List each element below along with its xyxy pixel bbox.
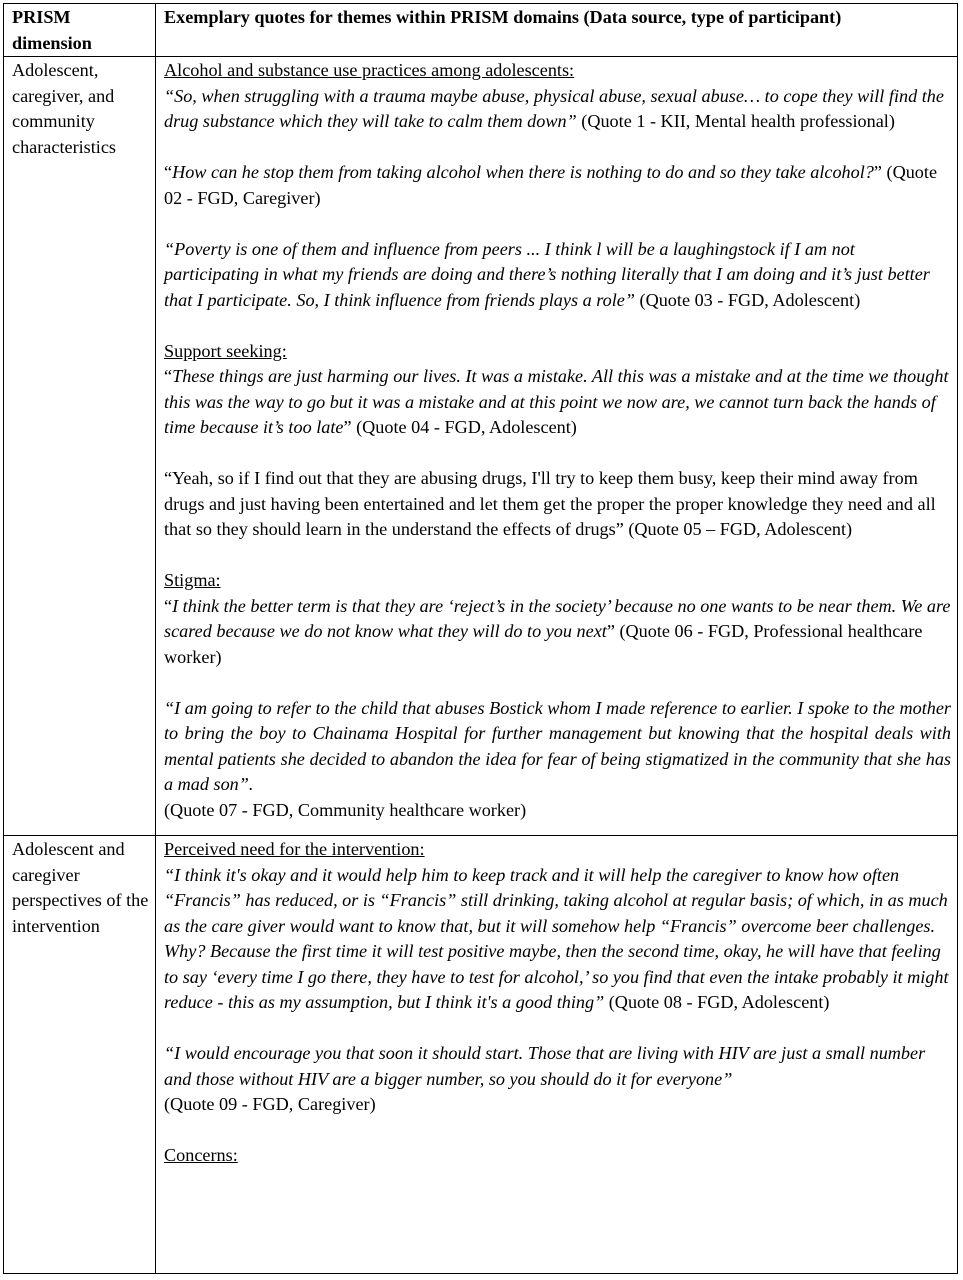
quote-open-mark: “ [164,595,173,616]
quote-source: (Quote 03 - FGD, Adolescent) [634,289,861,310]
theme-title: Perceived need for the intervention: [164,839,425,859]
theme-title: Support seeking: [164,340,287,361]
quote-text: These things are just harming our lives. It was a mistake. All this was a mistake and at the time we thought this was the way to go but it was a mistake and at this point we now are, we cannot turn back the hands of time because it’s too late [164,366,949,437]
quote-open-mark: “ [164,162,173,182]
quote [164,364,951,441]
quote-text: “So, when struggling with a trauma maybe abuse, physical abuse, sexual abuse… to cope they will find the drug substance which they will take to calm them down” [164,85,944,131]
quote-source: (Quote 08 - FGD, Adolescent) [604,992,830,1012]
quote [164,84,951,135]
quote-text: “I am going to refer to the child that abuses Bostick whom I made reference to earlier. I spoke to the mother to bring the boy to Chainama Hospital for further management but knowing that the hospital deals with mental patients she decided to abandon the idea for fear of being stigmatized in the community that she has a mad son”. [164,697,951,794]
quote-source: ” (Quote 06 - FGD, Professional healthcare worker) [164,621,923,667]
quote [164,160,951,211]
dimension-column-header: PRISM dimension [4,4,156,57]
theme-block [164,339,951,543]
quotes-cell [156,57,958,836]
quote [164,237,951,314]
quote-text: “I think it's okay and it would help him to keep track and it will help the caregiver to know how often “Francis” has reduced, or is “Francis” still drinking, taking alcohol at regular basis; of which, in as much as the care giver would want to know that, but it will somehow help “Francis” overcome beer challenges. Why? Because the first time it will test positive maybe, then the second time, okay, he will have that feeling to say ‘every time I go there, they have to test for alcohol,’ so you find that even the intake probably it might reduce - this as my assumption, but I think it's a good thing” [164,864,949,1012]
theme-block [164,1143,951,1169]
prism-dimension-cell: Adolescent and caregiver perspectives of the intervention [4,836,156,1274]
quote: “Yeah, so if I find out that they are abusing drugs, I'll try to keep them busy, keep their mind away from drugs and just having been entertained and let them get the proper the proper knowledge they need and all that so they should learn in the understand the effects of drugs” (Quote 05 – FGD, Adolescent) [164,468,936,539]
quote-text: How can he stop them from taking alcohol when there is nothing to do and so they take alcohol? [172,162,874,182]
table-header-row [4,4,958,57]
prism-dimension-cell: Adolescent, caregiver, and community characteristics [4,57,156,836]
theme-block [164,568,951,823]
table-row [4,836,958,1274]
quote-source: ” (Quote 02 - FGD, Caregiver) [164,162,938,208]
quote [164,594,951,671]
quote-text: “I would encourage you that soon it should start. Those that are living with HIV are just a small number and those without HIV are a bigger number, so you should do it for everyone” [164,1043,926,1089]
quotes-cell [156,836,958,1274]
quote [164,863,951,1016]
quote-source: (Quote 07 - FGD, Community healthcare worker) [164,799,527,820]
theme-title: Stigma: [164,570,221,590]
quote-source: (Quote 09 - FGD, Caregiver) [164,1094,376,1114]
theme-block [164,58,951,313]
quote-source: ” (Quote 04 - FGD, Adolescent) [343,417,577,437]
quotes-column-header: Exemplary quotes for themes within PRISM domains (Data source, type of participant) [156,4,958,57]
table-row [4,57,958,836]
theme-title: Concerns: [164,1145,238,1165]
quote-open-mark: “ [164,366,173,386]
quote [164,696,951,824]
quote-text: “Poverty is one of them and influence from peers ... I think l will be a laughingstock if I am not participating in what my friends are doing and there’s nothing literally that I am doing and it’s just better that I participate. So, I think influence from friends plays a role” [164,238,930,310]
quote-source: (Quote 1 - KII, Mental health professional) [576,111,895,131]
theme-title: Alcohol and substance use practices among adolescents: [164,60,575,80]
theme-block [164,837,951,1118]
quote [164,1041,951,1118]
prism-quotes-table [3,3,958,1274]
quote-text: I think the better term is that they are ‘reject’s in the society’ because no one wants to be near them. We are scared because we do not know what they will do to you next [164,595,951,641]
